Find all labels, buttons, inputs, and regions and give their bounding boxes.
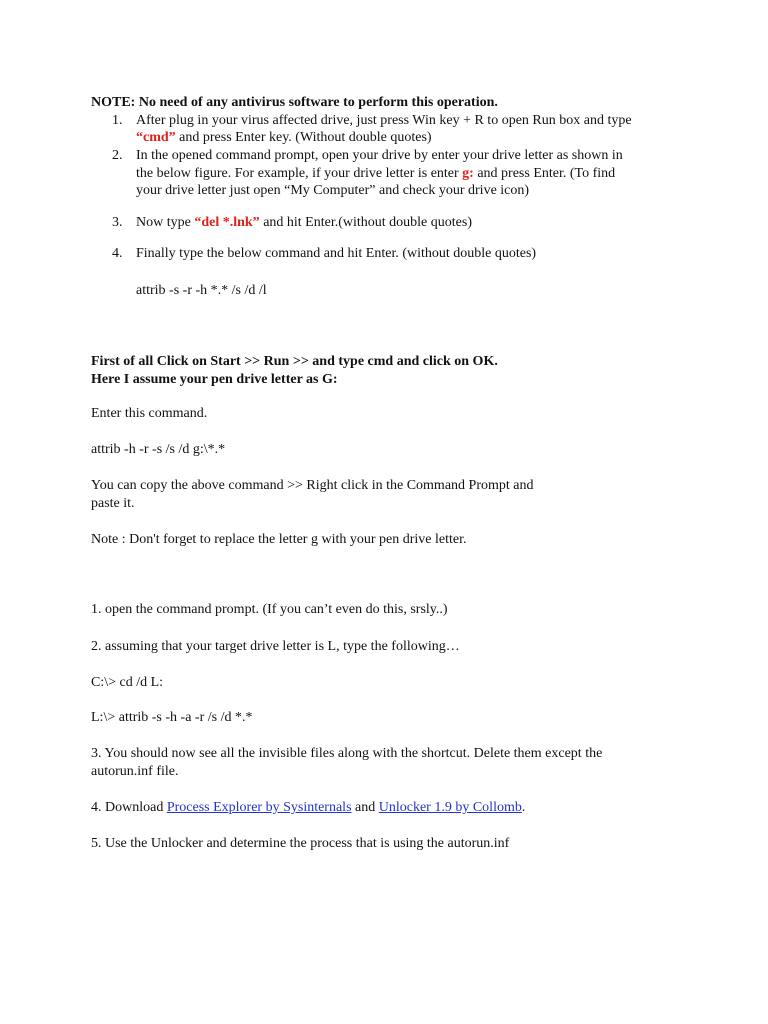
process-explorer-link[interactable]: Process Explorer by Sysinternals <box>166 800 352 815</box>
section3-step3-line2: autorun.inf file. <box>91 764 179 779</box>
section2-copy-line1: You can copy the above command >> Right click in the Command Prompt and <box>91 478 534 493</box>
section3-step4 <box>91 799 525 817</box>
step-1-line2 <box>136 129 432 147</box>
step-4-command: attrib -s -r -h *.* /s /d /l <box>136 283 267 298</box>
step-3-number: 3. <box>112 215 123 230</box>
section2-enter-command: Enter this command. <box>91 406 208 421</box>
note-heading: NOTE: No need of any antivirus software to perform this operation. <box>91 95 498 110</box>
step-3-line <box>136 214 472 232</box>
section3-cmd1: C:\> cd /d L: <box>91 675 164 690</box>
section3-step3-line1: 3. You should now see all the invisible files along with the shortcut. Delete them except the <box>91 746 603 761</box>
step-2-line2-pre: the below figure. For example, if your drive letter is enter <box>136 166 463 181</box>
section3-step2: 2. assuming that your target drive letter is L, type the following… <box>91 639 460 654</box>
section2-copy-line2: paste it. <box>91 496 135 511</box>
section3-cmd2: L:\> attrib -s -h -a -r /s /d *.* <box>91 710 253 725</box>
step-1-number: 1. <box>112 113 123 128</box>
step-2-number: 2. <box>112 148 123 163</box>
section2-line2: Here I assume your pen drive letter as G: <box>91 372 338 387</box>
step-3-post: and hit Enter.(without double quotes) <box>259 215 472 230</box>
step-2-line3: your drive letter just open “My Computer” and check your drive icon) <box>136 183 530 198</box>
section3-step5: 5. Use the Unlocker and determine the process that is using the autorun.inf <box>91 836 510 851</box>
step4-pre: 4. Download <box>91 800 167 815</box>
step-2-line2 <box>136 165 615 183</box>
step-2-drive-code: g: <box>462 166 474 181</box>
step-2-line1: In the opened command prompt, open your drive by enter your drive letter as shown in <box>136 148 623 163</box>
section2-note: Note : Don't forget to replace the letter g with your pen drive letter. <box>91 532 467 547</box>
step-1-line1: After plug in your virus affected drive, just press Win key + R to open Run box and type <box>136 113 632 128</box>
section3-step1: 1. open the command prompt. (If you can’t even do this, srsly..) <box>91 602 448 617</box>
step-4-line: Finally type the below command and hit Enter. (without double quotes) <box>136 246 537 261</box>
step-3-pre: Now type <box>136 215 195 230</box>
section2-command: attrib -h -r -s /s /d g:\*.* <box>91 442 226 457</box>
step4-mid: and <box>351 800 379 815</box>
unlocker-link[interactable]: Unlocker 1.9 by Collomb <box>378 800 522 815</box>
step-2-line2-post: and press Enter. (To find <box>473 166 616 181</box>
step-4-number: 4. <box>112 246 123 261</box>
step-3-del-code: “del *.lnk” <box>194 215 260 230</box>
section2-line1: First of all Click on Start >> Run >> and type cmd and click on OK. <box>91 354 498 369</box>
step4-post: . <box>521 800 526 815</box>
step-1-line2-rest: and press Enter key. (Without double quotes) <box>175 130 432 145</box>
step-1-cmd-code: “cmd” <box>136 130 176 145</box>
